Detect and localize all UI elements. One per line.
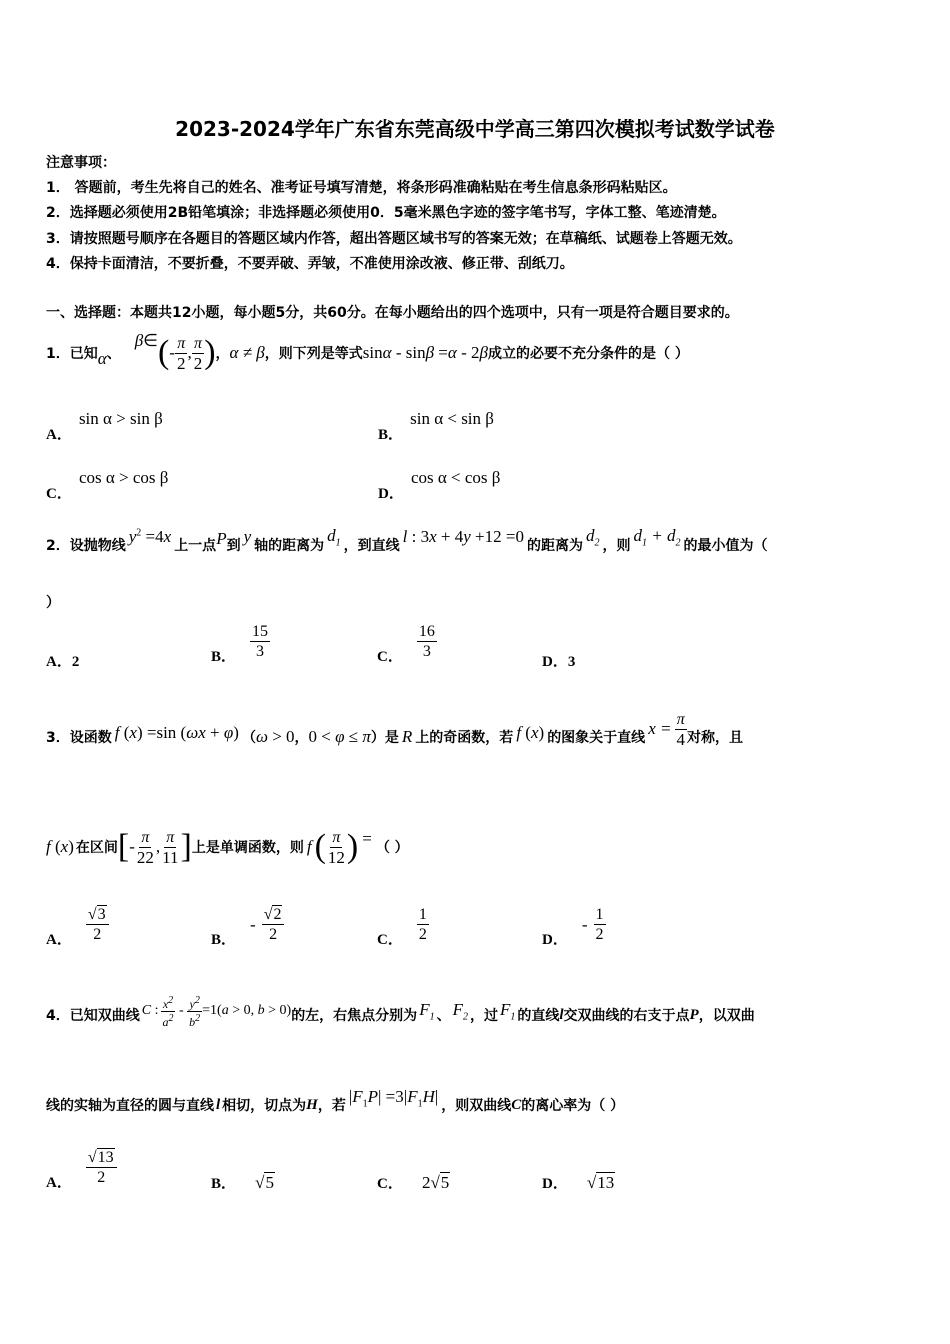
section-heading: 一、选择题：本题共12小题，每小题5分，共60分。在每小题给出的四个选项中，只有一项是符合题目要求的。 xyxy=(46,305,739,321)
notice-heading: 注意事项： xyxy=(46,155,116,171)
question-4: 4．已知双曲线 C : $\frac{x^2}{a^2}$ - $\frac{y^2}{b^2}$ =1(a > 0, b > 0) 的左，右焦点分别为 $F_1$ 、 $F_2$ ，过 $F_1$ 的直线 l 交双曲线的右支于点 P ，以双曲 xyxy=(46,994,755,1029)
q4-option-a[interactable]: A． $\frac{√13}{2}$ xyxy=(46,1148,117,1187)
q2-number: 2．设抛物线 xyxy=(46,538,126,554)
q2-option-d[interactable]: D．3 xyxy=(542,654,576,670)
q2-option-c[interactable]: C． $\frac{16}{3}$ xyxy=(377,623,435,665)
page-title: 2023-2024学年广东省东莞高级中学高三第四次模拟考试数学试卷 xyxy=(175,117,775,141)
notice-item: 3．请按照题号顺序在各题目的答题区域内作答，超出答题区域书写的答案无效；在草稿纸、试题卷上答题无效。 xyxy=(46,231,742,247)
q1-option-a[interactable]: A． sin α > sin β xyxy=(46,409,163,443)
q3-option-d[interactable]: D． - $\frac{1}{2}$ xyxy=(542,906,604,948)
question-4-line2: 线的实轴为直径的圆与直线 l 相切，切点为 H ，若 $|F_1P| =3|F_1H|$ ，则双曲线 C 的离心率为（ ） xyxy=(46,1086,625,1114)
notice-item: 2．选择题必须使用2B铅笔填涂；非选择题必须使用0．5毫米黑色字迹的签字笔书写，字体工整、笔迹清楚。 xyxy=(46,205,726,221)
q3-option-c[interactable]: C． $\frac{1}{2}$ xyxy=(377,906,427,948)
question-3-line2: f (x) 在区间 [ - $\frac{\pi}{22}$ , $\frac{\pi}{11}$ ] 上是单调函数，则 f ( $\frac{\pi}{12}$ ) = （ ） xyxy=(46,828,409,867)
q1-option-d[interactable]: D． cos α < cos β xyxy=(378,468,501,502)
q2-close: ） xyxy=(46,595,60,611)
q3-option-a[interactable]: A． $\frac{√3}{2}$ xyxy=(46,905,109,944)
question-1: 1．已知 α 、 β ∈ ( - $\frac{\pi}{2}$ , $\frac{\pi}{2}$ ) ， α ≠ β ，则下列是等式 sinα - sinβ =α - 2β 成立的必要不充分条件的是（ ） xyxy=(46,331,689,373)
q3-option-b[interactable]: B． - $\frac{√2}{2}$ xyxy=(211,905,284,944)
q2-option-a[interactable]: A．2 xyxy=(46,654,80,670)
question-2: 2．设抛物线 $y^2 =4x$ 上一点 P 到 y 轴的距离为 $d_1$ ，到直线 l : 3x + 4y +12 =0 的距离为 $d_2$ ，则 $d_1 + d_2$ 的最小值为（ xyxy=(46,525,768,554)
q4-option-b[interactable]: B． √5 xyxy=(211,1173,274,1192)
q4-option-c[interactable]: C． 2√5 xyxy=(377,1173,450,1192)
q4-number: 4．已知双曲线 xyxy=(46,1008,140,1024)
q1-option-b[interactable]: B． sin α < sin β xyxy=(378,409,494,443)
q3-number: 3．设函数 xyxy=(46,730,112,746)
question-3: 3．设函数 f (x) =sin (ωx + φ) （ ω > 0 ， 0 < φ ≤ π ）是 R 上的奇函数，若 f (x) 的图象关于直线 x = $\frac{\pi}{4}$ 对称，且 xyxy=(46,710,743,749)
q4-option-d[interactable]: D． √13 xyxy=(542,1173,615,1192)
notice-item: 4．保持卡面清洁，不要折叠，不要弄破、弄皱，不准使用涂改液、修正带、刮纸刀。 xyxy=(46,256,574,272)
q1-number: 1．已知 xyxy=(46,346,98,362)
q2-option-b[interactable]: B． $\frac{15}{3}$ xyxy=(211,623,269,665)
notice-item: 1． 答题前，考生先将自己的姓名、准考证号填写清楚，将条形码准确粘贴在考生信息条形码粘贴区。 xyxy=(46,180,677,196)
q1-option-c[interactable]: C． cos α > cos β xyxy=(46,468,169,502)
